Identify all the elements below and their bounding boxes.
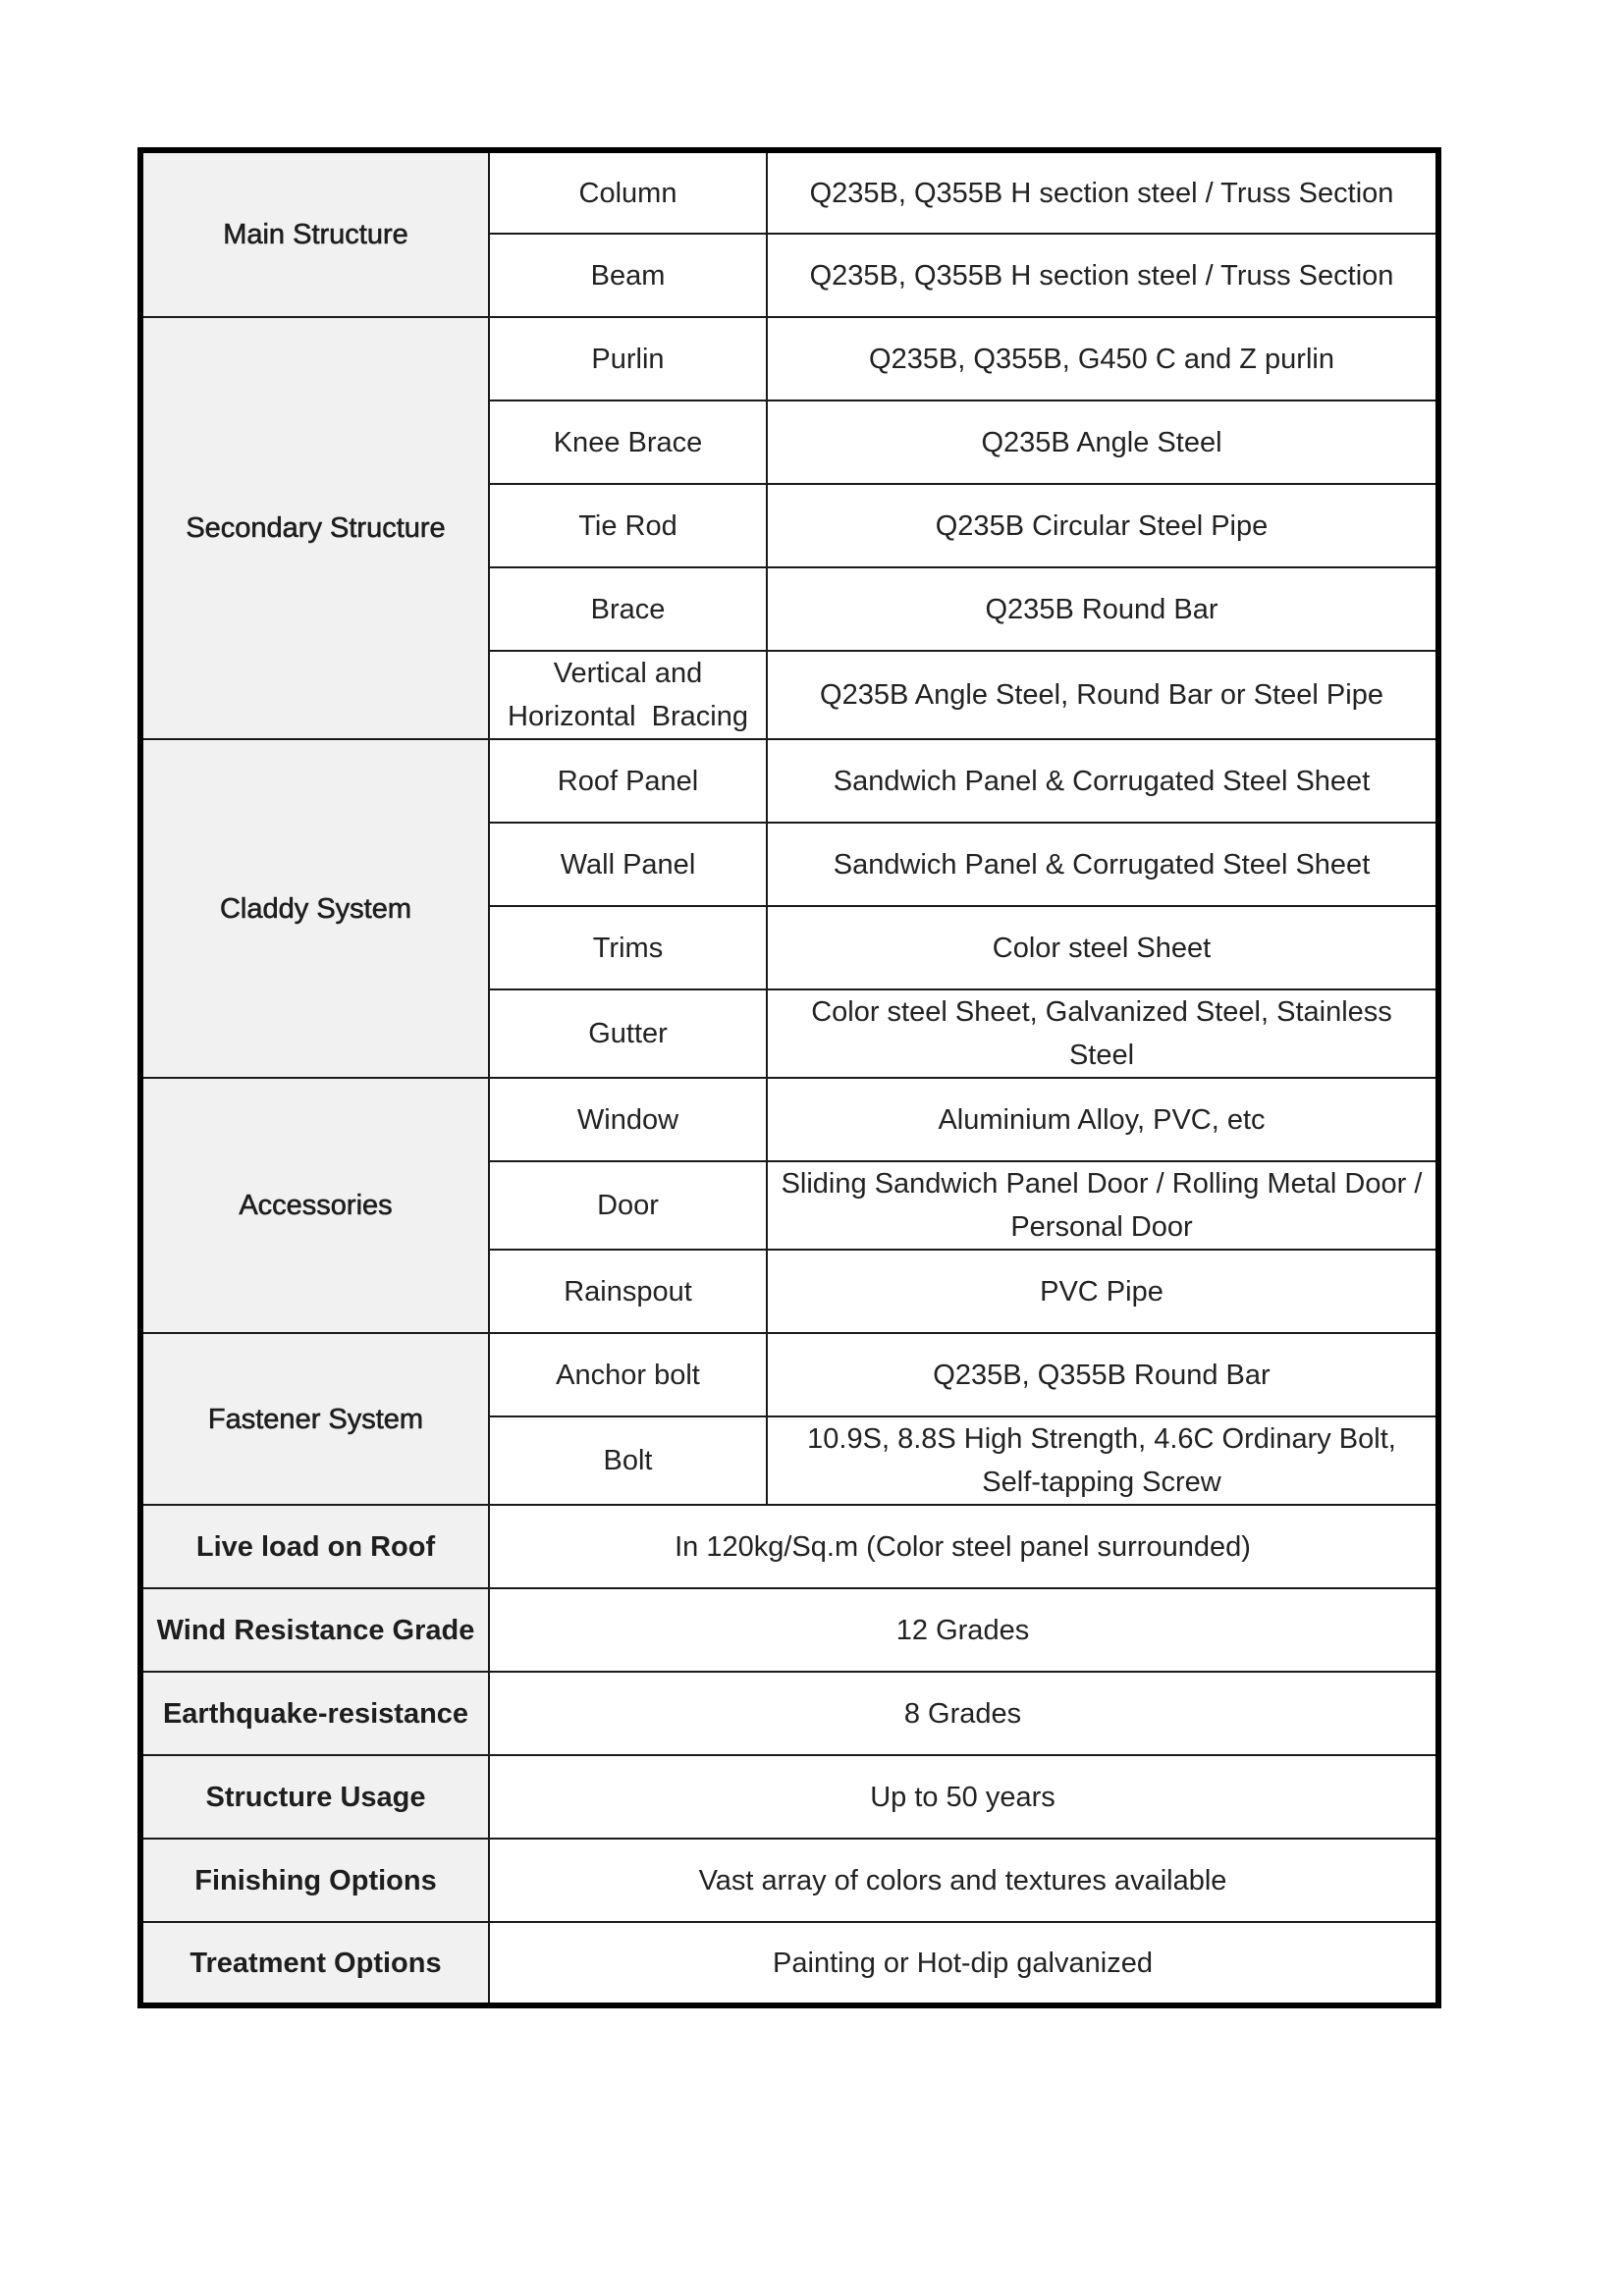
- table-row: [140, 1672, 1438, 1755]
- category-fastener-system: Fastener System: [140, 1333, 489, 1505]
- spec-beam: Q235B, Q355B H section steel / Truss Section: [767, 234, 1438, 317]
- category-main-structure: Main Structure: [140, 150, 489, 317]
- property-value-live-load: In 120kg/Sq.m (Color steel panel surrounded): [489, 1505, 1438, 1588]
- spec-line: Steel: [1068, 1040, 1135, 1071]
- item-line: Horizontal Bracing: [508, 701, 748, 732]
- property-label-live-load: Live load on Roof: [140, 1505, 489, 1588]
- specification-table: [137, 147, 1441, 2008]
- table-row: [140, 1078, 1438, 1161]
- item-wall-panel: Wall Panel: [489, 823, 767, 906]
- category-secondary-structure: Secondary Structure: [140, 317, 489, 739]
- item-roof-panel: Roof Panel: [489, 739, 767, 823]
- property-value-wind-resistance: 12 Grades: [489, 1588, 1438, 1672]
- table-row: [140, 1839, 1438, 1922]
- table-row: [140, 1755, 1438, 1839]
- property-value-finishing-options: Vast array of colors and textures available: [489, 1839, 1438, 1922]
- table-row: [140, 1505, 1438, 1588]
- spec-brace: Q235B Round Bar: [767, 567, 1438, 651]
- property-value-earthquake-resistance: 8 Grades: [489, 1672, 1438, 1755]
- spec-wall-panel: Sandwich Panel & Corrugated Steel Sheet: [767, 823, 1438, 906]
- spec-tie-rod: Q235B Circular Steel Pipe: [767, 484, 1438, 567]
- property-label-structure-usage: Structure Usage: [140, 1755, 489, 1839]
- spec-column: Q235B, Q355B H section steel / Truss Section: [767, 150, 1438, 234]
- table-row: [140, 739, 1438, 823]
- spec-door: [767, 1161, 1438, 1250]
- spec-rainspout: PVC Pipe: [767, 1250, 1438, 1333]
- property-label-wind-resistance: Wind Resistance Grade: [140, 1588, 489, 1672]
- item-window: Window: [489, 1078, 767, 1161]
- spec-purlin: Q235B, Q355B, G450 C and Z purlin: [767, 317, 1438, 400]
- table-row: [140, 150, 1438, 234]
- spec-bolt: [767, 1416, 1438, 1505]
- item-door: Door: [489, 1161, 767, 1250]
- property-value-treatment-options: Painting or Hot-dip galvanized: [489, 1922, 1438, 2005]
- table-row: [140, 1588, 1438, 1672]
- item-vertical-horizontal-bracing: [489, 651, 767, 739]
- spec-line: Sliding Sandwich Panel Door / Rolling Metal Door /: [781, 1168, 1423, 1200]
- item-brace: Brace: [489, 567, 767, 651]
- item-rainspout: Rainspout: [489, 1250, 767, 1333]
- spec-knee-brace: Q235B Angle Steel: [767, 400, 1438, 484]
- spec-window: Aluminium Alloy, PVC, etc: [767, 1078, 1438, 1161]
- property-label-finishing-options: Finishing Options: [140, 1839, 489, 1922]
- item-knee-brace: Knee Brace: [489, 400, 767, 484]
- item-column: Column: [489, 150, 767, 234]
- table-row: [140, 1333, 1438, 1416]
- property-label-earthquake-resistance: Earthquake-resistance: [140, 1672, 489, 1755]
- item-trims: Trims: [489, 906, 767, 989]
- table-row: [140, 317, 1438, 400]
- property-value-structure-usage: Up to 50 years: [489, 1755, 1438, 1839]
- item-line: Vertical and: [553, 658, 703, 689]
- spec-roof-panel: Sandwich Panel & Corrugated Steel Sheet: [767, 739, 1438, 823]
- category-claddy-system: Claddy System: [140, 739, 489, 1078]
- spec-line: Personal Door: [1010, 1211, 1193, 1243]
- spec-line: Color steel Sheet, Galvanized Steel, Stainless: [811, 996, 1392, 1028]
- spec-line: Self-tapping Screw: [982, 1467, 1221, 1498]
- item-beam: Beam: [489, 234, 767, 317]
- spec-anchor-bolt: Q235B, Q355B Round Bar: [767, 1333, 1438, 1416]
- spec-gutter: [767, 989, 1438, 1078]
- item-purlin: Purlin: [489, 317, 767, 400]
- spec-trims: Color steel Sheet: [767, 906, 1438, 989]
- category-accessories: Accessories: [140, 1078, 489, 1333]
- item-gutter: Gutter: [489, 989, 767, 1078]
- item-bolt: Bolt: [489, 1416, 767, 1505]
- spec-vertical-horizontal-bracing: Q235B Angle Steel, Round Bar or Steel Pipe: [767, 651, 1438, 739]
- property-label-treatment-options: Treatment Options: [140, 1922, 489, 2005]
- item-tie-rod: Tie Rod: [489, 484, 767, 567]
- spec-line: 10.9S, 8.8S High Strength, 4.6C Ordinary Bolt,: [807, 1423, 1396, 1455]
- table-row: [140, 1922, 1438, 2005]
- item-anchor-bolt: Anchor bolt: [489, 1333, 767, 1416]
